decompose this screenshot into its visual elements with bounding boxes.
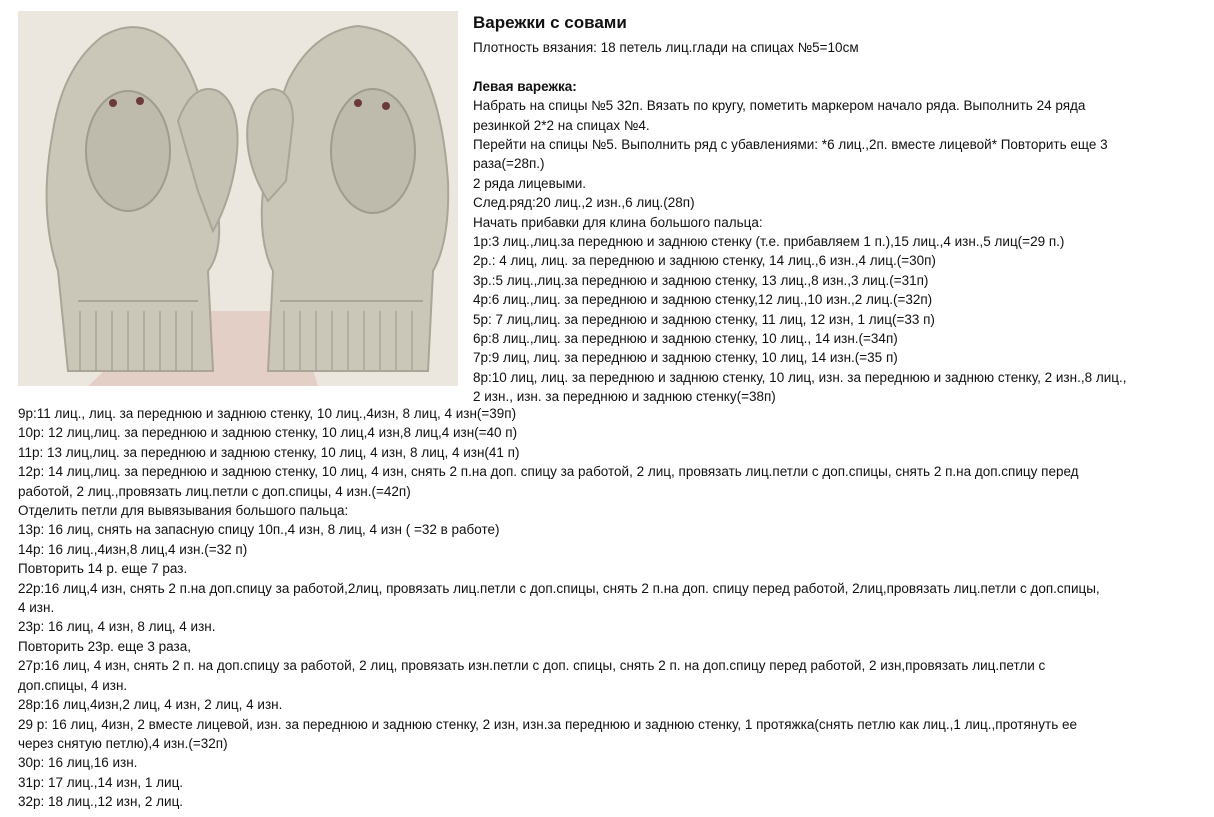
- pattern-text-top: [473, 38, 1203, 407]
- text-line: 14р: 16 лиц.,4изн,8 лиц,4 изн.(=32 п): [18, 541, 248, 557]
- text-line: Перейти на спицы №5. Выполнить ряд с убавлениями: *6 лиц.,2п. вместе лицевой* Повторить еще 3: [473, 137, 1108, 153]
- blank-line: [473, 57, 1203, 76]
- mittens-illustration: [18, 11, 458, 386]
- text-line: 2р.: 4 лиц, лиц. за переднюю и заднюю стенку, 14 лиц.,6 изн.,4 лиц.(=30п): [473, 253, 936, 269]
- page-title: Варежки с совами: [473, 13, 627, 32]
- text-line: 12р: 14 лиц,лиц. за переднюю и заднюю стенку, 10 лиц, 4 изн, снять 2 п.на доп. спицу за работой, 2 лиц, провязать лиц.петли с доп.спицы, снять 2 п.на доп.спицу перед: [18, 464, 1079, 480]
- text-line: След.ряд:20 лиц.,2 изн.,6 лиц.(28п): [473, 195, 695, 211]
- text-line: через снятую петлю),4 изн.(=32п): [18, 735, 228, 751]
- text-line: работой, 2 лиц.,провязать лиц.петли с доп.спицы, 4 изн.(=42п): [18, 483, 411, 499]
- text-line: Плотность вязания: 18 петель лиц.глади на спицах №5=10см: [473, 40, 859, 55]
- text-line: 6р:8 лиц.,лиц. за переднюю и заднюю стенку, 10 лиц., 14 изн.(=34п): [473, 331, 898, 347]
- pattern-text-bottom: [18, 404, 1203, 812]
- text-line: 4р:6 лиц.,лиц. за переднюю и заднюю стенку,12 лиц.,10 изн.,2 лиц.(=32п): [473, 292, 933, 308]
- text-line: Отделить петли для вывязывания большого пальца:: [18, 503, 349, 519]
- text-line: доп.спицы, 4 изн.: [18, 677, 128, 693]
- text-line: 1р:3 лиц.,лиц.за переднюю и заднюю стенку (т.е. прибавляем 1 п.),15 лиц.,4 изн.,5 лиц(=29 п.): [473, 234, 1065, 250]
- text-line: 3р.:5 лиц.,лиц.за переднюю и заднюю стенку, 13 лиц.,8 изн.,3 лиц.(=31п): [473, 272, 929, 288]
- owl-mittens-photo: [18, 11, 458, 386]
- text-line: 11р: 13 лиц,лиц. за переднюю и заднюю стенку, 10 лиц, 4 изн, 8 лиц, 4 изн(41 п): [18, 444, 520, 460]
- text-line: Набрать на спицы №5 32п. Вязать по кругу, пометить маркером начало ряда. Выполнить 24 ряда: [473, 98, 1086, 114]
- text-line: 30р: 16 лиц,16 изн.: [18, 755, 138, 771]
- text-line: 7р:9 лиц, лиц. за переднюю и заднюю стенку, 10 лиц, 14 изн.(=35 п): [473, 350, 898, 366]
- text-line: Повторить 14 р. еще 7 раз.: [18, 561, 188, 577]
- text-line: 22р:16 лиц,4 изн, снять 2 п.на доп.спицу за работой,2лиц, провязать лиц.петли с доп.спицы, снять 2 п.на доп. спицу перед работой, 2лиц,провязать лиц.петли с доп.спицы,: [18, 580, 1100, 596]
- text-line: 23р: 16 лиц, 4 изн, 8 лиц, 4 изн.: [18, 619, 216, 635]
- section-heading: Левая варежка:: [473, 78, 577, 94]
- text-line: 28р:16 лиц,4изн,2 лиц, 4 изн, 2 лиц, 4 изн.: [18, 697, 283, 713]
- text-line: 32р: 18 лиц.,12 изн, 2 лиц.: [18, 794, 184, 810]
- text-line: 10р: 12 лиц,лиц. за переднюю и заднюю стенку, 10 лиц,4 изн,8 лиц,4 изн(=40 п): [18, 425, 518, 441]
- text-line: раза(=28п.): [473, 156, 545, 172]
- text-line: 31р: 17 лиц.,14 изн, 1 лиц.: [18, 774, 184, 790]
- text-line: 2 ряда лицевыми.: [473, 175, 587, 191]
- text-line: 5р: 7 лиц,лиц. за переднюю и заднюю стенку, 11 лиц, 12 изн, 1 лиц(=33 п): [473, 311, 935, 327]
- text-line: 8р:10 лиц, лиц. за переднюю и заднюю стенку, 10 лиц, изн. за переднюю и заднюю стенку, 2 изн.,8 лиц.,: [473, 369, 1127, 385]
- text-line: 9р:11 лиц., лиц. за переднюю и заднюю стенку, 10 лиц.,4изн, 8 лиц, 4 изн(=39п): [18, 406, 517, 421]
- text-line: резинкой 2*2 на спицах №4.: [473, 117, 650, 133]
- text-line: 2 изн., изн. за переднюю и заднюю стенку(=38п): [473, 389, 776, 405]
- text-line: Начать прибавки для клина большого пальца:: [473, 214, 763, 230]
- text-line: 4 изн.: [18, 600, 55, 616]
- text-line: 13р: 16 лиц, снять на запасную спицу 10п.,4 изн, 8 лиц, 4 изн ( =32 в работе): [18, 522, 500, 538]
- text-line: Повторить 23р. еще 3 раза,: [18, 638, 191, 654]
- text-line: 29 р: 16 лиц, 4изн, 2 вместе лицевой, изн. за переднюю и заднюю стенку, 2 изн, изн.за переднюю и заднюю стенку, 1 протяжка(снять петлю как лиц.,1 лиц.,протянуть ее: [18, 716, 1077, 732]
- text-line: 27р:16 лиц, 4 изн, снять 2 п. на доп.спицу за работой, 2 лиц, провязать изн.петли с доп. спицы, снять 2 п. на доп.спицу перед работой, 2 изн,провязать лиц.петли с: [18, 658, 1046, 674]
